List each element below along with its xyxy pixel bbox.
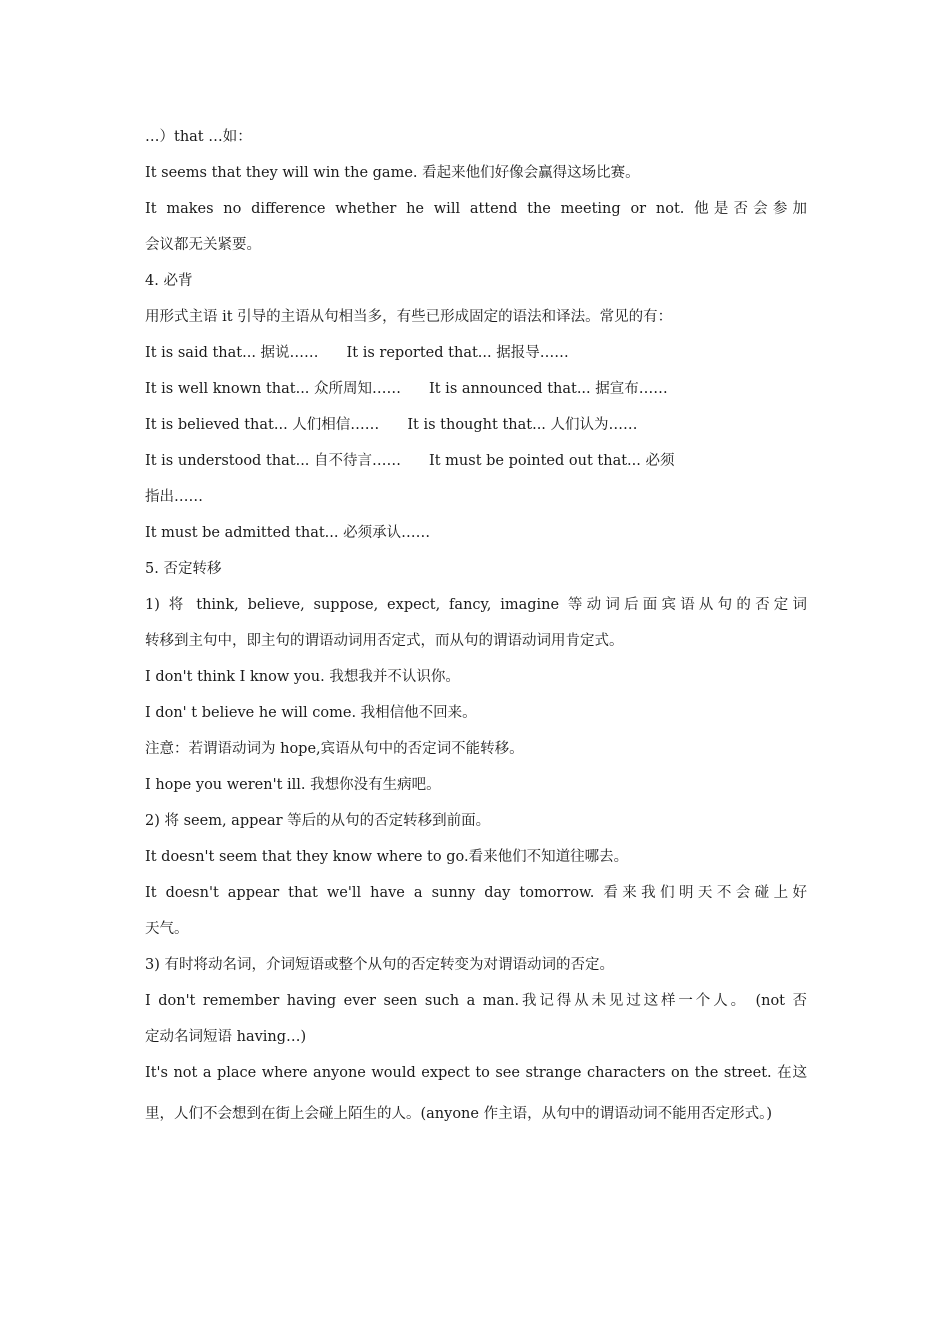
text-line: I don't think I know you. 我想我并不认识你。 — [145, 669, 460, 685]
text-paragraph: It's not a place where anyone would expect to see strange characters on the street. 在这里，人们不会想到在街上会碰上陌生的人。(anyone 作主语，从句中的谓语动词不能用否定形式。) — [145, 1065, 807, 1122]
phrase-row — [145, 412, 807, 448]
phrase-row — [145, 376, 807, 412]
phrase-item: It is reported that... 据报导…… — [346, 345, 569, 361]
text-line: I don' t believe he will come. 我相信他不回来。 — [145, 705, 477, 721]
phrase-row — [145, 448, 807, 484]
phrase-item: It must be pointed out that... 必须 — [429, 453, 675, 469]
text-line: 会议都无关紧要。 — [145, 237, 261, 253]
phrase-item: It is said that... 据说…… — [145, 345, 319, 361]
text-line: 指出…… — [145, 489, 203, 505]
text-line: It doesn't appear that we'll have a sunny day tomorrow. 看来我们明天不会碰上好 — [145, 885, 807, 901]
phrase-item: It is well known that... 众所周知…… — [145, 381, 402, 397]
text-line: 转移到主句中，即主句的谓语动词用否定式，而从句的谓语动词用肯定式。 — [145, 633, 624, 649]
phrase-row: It must be admitted that... 必须承认…… — [145, 525, 431, 541]
text-line: 3) 有时将动名词，介词短语或整个从句的否定转变为对谓语动词的否定。 — [145, 957, 614, 973]
text-line: 注意：若谓语动词为 hope,宾语从句中的否定词不能转移。 — [145, 741, 524, 757]
section-heading: 5. 否定转移 — [145, 561, 222, 577]
text-line: 用形式主语 it 引导的主语从句相当多，有些已形成固定的语法和译法。常见的有： — [145, 309, 673, 325]
document-body — [145, 124, 807, 1137]
phrase-item: It is believed that... 人们相信…… — [145, 417, 380, 433]
text-line: It seems that they will win the game. 看起来他们好像会赢得这场比赛。 — [145, 165, 640, 181]
text-line: 定动名词短语 having…) — [145, 1029, 307, 1045]
phrase-item: It is understood that... 自不待言…… — [145, 453, 402, 469]
section-heading: 4. 必背 — [145, 273, 193, 289]
text-line: I don't remember having ever seen such a man.我记得从未见过这样一个人。 (not 否 — [145, 993, 807, 1009]
text-line: I hope you weren't ill. 我想你没有生病吧。 — [145, 777, 441, 793]
text-line: 2) 将 seem, appear 等后的从句的否定转移到前面。 — [145, 813, 491, 829]
text-line: …）that …如： — [145, 129, 252, 145]
text-line: 1) 将 think, believe, suppose, expect, fancy, imagine 等动词后面宾语从句的否定词 — [145, 597, 807, 613]
text-line: It makes no difference whether he will attend the meeting or not. 他是否会参加 — [145, 201, 807, 217]
text-line: It doesn't seem that they know where to go.看来他们不知道往哪去。 — [145, 849, 629, 865]
phrase-item: It is thought that... 人们认为…… — [407, 417, 638, 433]
phrase-item: It is announced that... 据宣布…… — [429, 381, 668, 397]
text-line: 天气。 — [145, 921, 189, 937]
phrase-row — [145, 340, 807, 376]
